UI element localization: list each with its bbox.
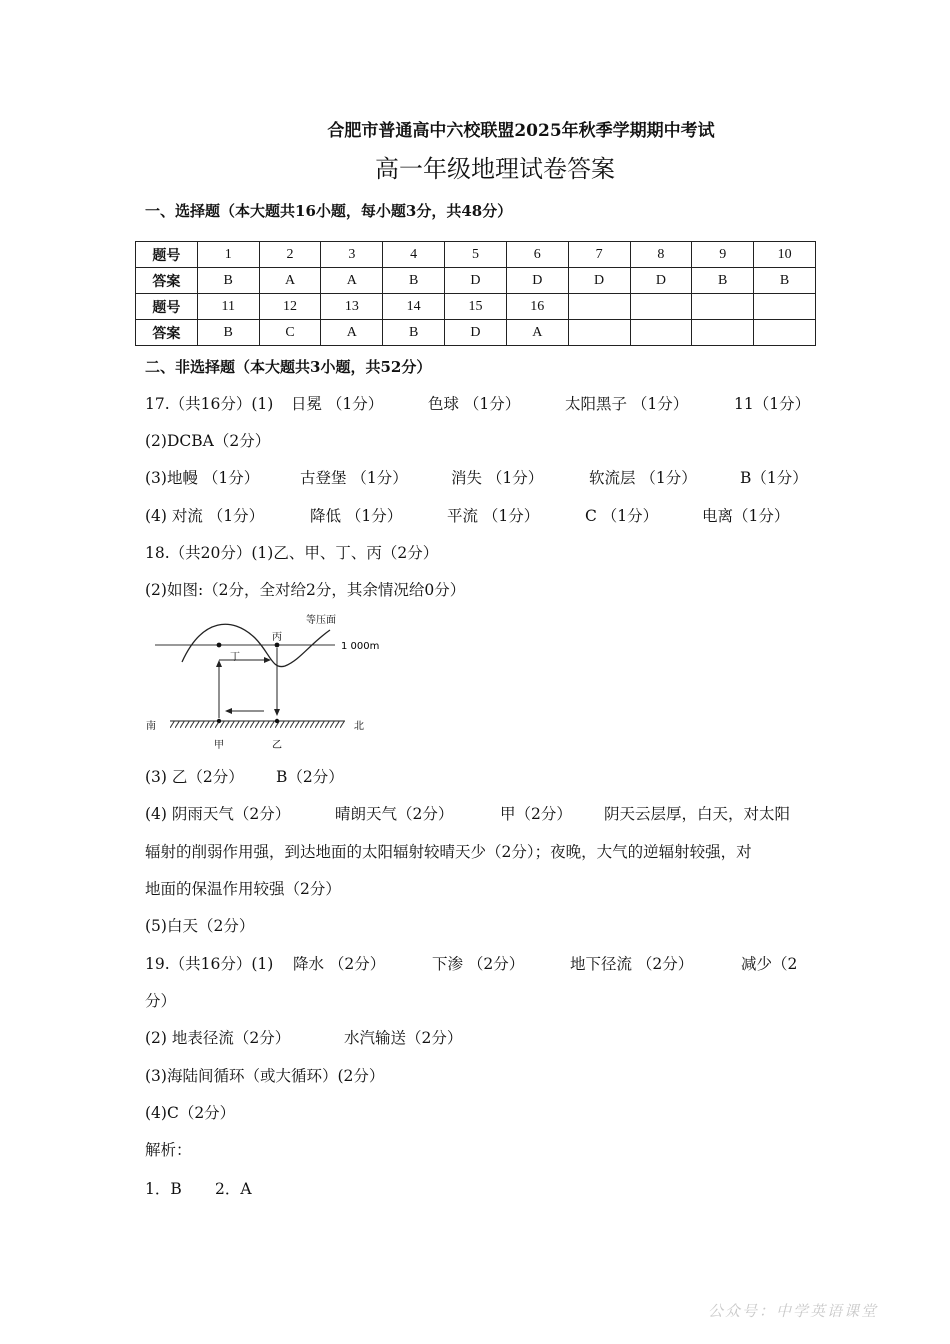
num-cell: 6 bbox=[506, 242, 568, 268]
q19-ans: 下渗 （2分） bbox=[432, 955, 525, 973]
q18-ans: 晴朗天气（2分） bbox=[335, 805, 454, 823]
label-ding: 丁 bbox=[230, 652, 240, 663]
ans-cell: D bbox=[568, 268, 630, 294]
point-jia-dot bbox=[217, 719, 221, 723]
section2-heading: 二、非选择题（本大题共3小题，共52分） bbox=[145, 358, 432, 376]
q17-ans: 电离（1分） bbox=[702, 507, 790, 525]
num-cell bbox=[692, 294, 754, 320]
point-yi-dot bbox=[275, 719, 279, 723]
num-cell: 14 bbox=[383, 294, 445, 320]
ans-cell: C bbox=[259, 320, 321, 346]
table-row bbox=[136, 294, 816, 320]
ans-cell: A bbox=[321, 268, 383, 294]
q18-ans: (3) 乙（2分） bbox=[145, 768, 244, 786]
q17-ans: 日冕 （1分） bbox=[291, 395, 384, 413]
q19-ans: 减少（2 bbox=[741, 955, 798, 973]
num-cell: 15 bbox=[445, 294, 507, 320]
label-jia: 甲 bbox=[214, 740, 224, 751]
q17-line2: (2)DCBA（2分） bbox=[145, 432, 271, 450]
q17-ans: B（1分） bbox=[740, 469, 808, 487]
num-cell: 7 bbox=[568, 242, 630, 268]
num-cell bbox=[754, 294, 816, 320]
q17-ans: (3)地幔 （1分） bbox=[145, 469, 260, 487]
label-num: 题号 bbox=[136, 294, 198, 320]
q18-line1: 18.（共20分）(1)乙、甲、丁、丙（2分） bbox=[145, 544, 439, 562]
ans-cell: D bbox=[445, 268, 507, 294]
q17-ans: 平流 （1分） bbox=[447, 507, 540, 525]
q17-ans: 11（1分） bbox=[734, 395, 811, 413]
num-cell: 11 bbox=[197, 294, 259, 320]
answer-table bbox=[135, 241, 816, 346]
num-cell: 9 bbox=[692, 242, 754, 268]
q19-label: 19.（共16分）(1) bbox=[145, 955, 274, 973]
num-cell: 13 bbox=[321, 294, 383, 320]
num-cell: 4 bbox=[383, 242, 445, 268]
q19-line1b: 分） bbox=[145, 992, 177, 1010]
ans-cell: D bbox=[445, 320, 507, 346]
label-ans: 答案 bbox=[136, 268, 198, 294]
analysis-heading: 解析： bbox=[145, 1141, 192, 1159]
ans-cell: B bbox=[383, 320, 445, 346]
num-cell: 10 bbox=[754, 242, 816, 268]
q18-line4c: 地面的保温作用较强（2分） bbox=[145, 880, 341, 898]
exam-title: 合肥市普通高中六校联盟2025年秋季学期期中考试 bbox=[327, 121, 715, 141]
q19-line3: (3)海陆间循环（或大循环）(2分） bbox=[145, 1067, 385, 1085]
q17-ans: (4) 对流 （1分） bbox=[145, 507, 265, 525]
q18-line5: (5)白天（2分） bbox=[145, 917, 255, 935]
num-cell: 1 bbox=[197, 242, 259, 268]
num-cell: 2 bbox=[259, 242, 321, 268]
q17-ans: 色球 （1分） bbox=[428, 395, 521, 413]
q18-ans: (4) 阴雨天气（2分） bbox=[145, 805, 291, 823]
ans-cell: A bbox=[321, 320, 383, 346]
ans-cell bbox=[754, 320, 816, 346]
q19-line4: (4)C（2分） bbox=[145, 1104, 236, 1122]
label-bing: 丙 bbox=[272, 632, 282, 643]
label-south: 南 bbox=[146, 721, 156, 732]
ans-cell: A bbox=[259, 268, 321, 294]
q19-ans: 地下径流 （2分） bbox=[570, 955, 694, 973]
analysis-item: 2．A bbox=[215, 1180, 252, 1198]
q19-ans: 降水 （2分） bbox=[293, 955, 386, 973]
section1-heading: 一、选择题（本大题共16小题，每小题3分，共48分） bbox=[145, 202, 513, 220]
q18-line4b: 辐射的削弱作用强，到达地面的太阳辐射较晴天少（2分）；夜晚，大气的逆辐射较强，对 bbox=[145, 843, 752, 861]
label-yi: 乙 bbox=[272, 740, 282, 751]
num-cell: 8 bbox=[630, 242, 692, 268]
point-bing-dot bbox=[275, 643, 280, 648]
ans-cell: A bbox=[506, 320, 568, 346]
ans-cell: B bbox=[383, 268, 445, 294]
q17-ans: 古登堡 （1分） bbox=[300, 469, 408, 487]
ans-cell: B bbox=[692, 268, 754, 294]
q18-line2: (2)如图:（2分，全对给2分，其余情况给0分） bbox=[145, 581, 466, 599]
num-cell bbox=[630, 294, 692, 320]
isobar-label: 等压面 bbox=[306, 615, 336, 626]
ans-cell bbox=[692, 320, 754, 346]
num-cell: 5 bbox=[445, 242, 507, 268]
ans-cell bbox=[630, 320, 692, 346]
point-ding-dot bbox=[217, 643, 222, 648]
q17-ans: 降低 （1分） bbox=[310, 507, 403, 525]
q19-ans: 水汽输送（2分） bbox=[344, 1029, 463, 1047]
q17-ans: 太阳黑子 （1分） bbox=[565, 395, 689, 413]
num-cell bbox=[568, 294, 630, 320]
table-row bbox=[136, 320, 816, 346]
q18-ans: 阴天云层厚，白天，对太阳 bbox=[604, 805, 791, 823]
ans-cell: B bbox=[197, 320, 259, 346]
label-ans: 答案 bbox=[136, 320, 198, 346]
label-num: 题号 bbox=[136, 242, 198, 268]
ans-cell bbox=[568, 320, 630, 346]
q18-ans: 甲（2分） bbox=[500, 805, 572, 823]
height-label: 1 000m bbox=[341, 641, 380, 652]
q18-ans: B（2分） bbox=[276, 768, 344, 786]
q17-ans: 软流层 （1分） bbox=[589, 469, 697, 487]
num-cell: 3 bbox=[321, 242, 383, 268]
q17-ans: 消失 （1分） bbox=[451, 469, 544, 487]
ans-cell: B bbox=[754, 268, 816, 294]
q17-ans: C （1分） bbox=[585, 507, 659, 525]
num-cell: 12 bbox=[259, 294, 321, 320]
q17-label: 17.（共16分）(1) bbox=[145, 395, 274, 413]
ans-cell: D bbox=[630, 268, 692, 294]
ans-cell: D bbox=[506, 268, 568, 294]
watermark: 公众号：中学英语课堂 bbox=[708, 1302, 879, 1320]
label-north: 北 bbox=[354, 721, 364, 732]
answer-title: 高一年级地理试卷答案 bbox=[375, 155, 615, 183]
circulation-diagram bbox=[140, 608, 390, 756]
table-row bbox=[136, 242, 816, 268]
ground-hatch bbox=[170, 721, 345, 728]
table-row bbox=[136, 268, 816, 294]
num-cell: 16 bbox=[506, 294, 568, 320]
q19-ans: (2) 地表径流（2分） bbox=[145, 1029, 291, 1047]
ans-cell: B bbox=[197, 268, 259, 294]
analysis-item: 1．B bbox=[145, 1180, 182, 1198]
